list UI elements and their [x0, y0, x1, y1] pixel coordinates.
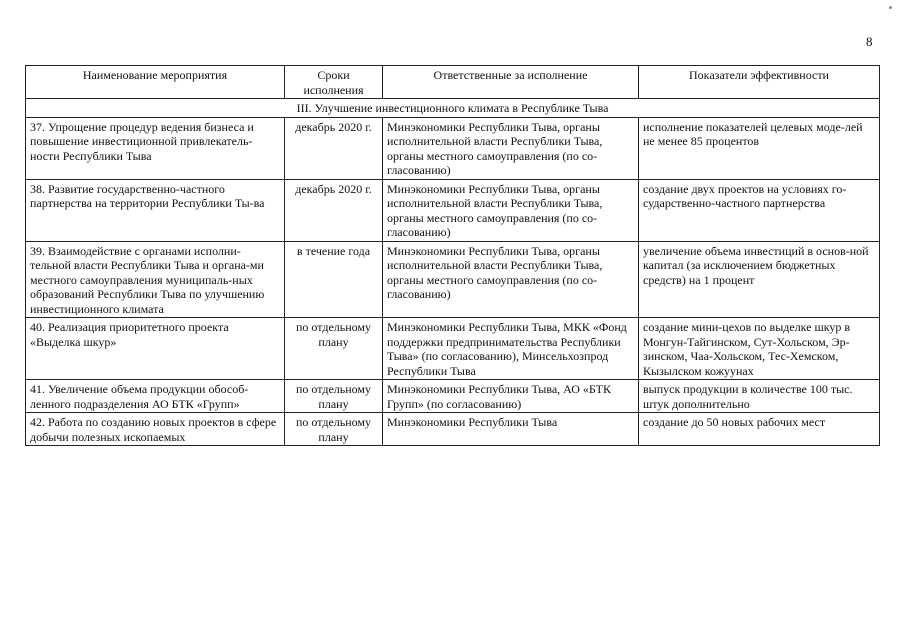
- row-term: декабрь 2020 г.: [285, 117, 383, 179]
- row-name: 40. Реализация приоритетного проекта «Выделка шкур»: [26, 318, 285, 380]
- row-responsible: Минэкономики Республики Тыва, органы исполнительной власти Республики Тыва, органы местного самоуправления (по со-гласованию): [383, 117, 639, 179]
- row-term: по отдельному плану: [285, 318, 383, 380]
- row-term: в течение года: [285, 241, 383, 318]
- row-indicators: выпуск продукции в количестве 100 тыс. штук дополнительно: [639, 380, 880, 413]
- row-responsible: Минэкономики Республики Тыва, АО «БТК Групп» (по согласованию): [383, 380, 639, 413]
- header-indicators: Показатели эффективности: [639, 66, 880, 99]
- row-responsible: Минэкономики Республики Тыва, органы исполнительной власти Республики Тыва, органы местного самоуправления (по со-гласованию): [383, 179, 639, 241]
- row-indicators: увеличение объема инвестиций в основ-ной капитал (за исключением бюджетных средств) на 1 процент: [639, 241, 880, 318]
- header-name: Наименование мероприятия: [26, 66, 285, 99]
- section-title: III. Улучшение инвестиционного климата в Республике Тыва: [26, 99, 880, 118]
- table-row: [26, 318, 880, 380]
- table-row: [26, 117, 880, 179]
- row-responsible: Минэкономики Республики Тыва, МКК «Фонд поддержки предпринимательства Республики Тыва» (по согласованию), Минсельхозпрод Республики Тыва: [383, 318, 639, 380]
- header-term: Сроки исполнения: [285, 66, 383, 99]
- table-row: [26, 241, 880, 318]
- row-indicators: создание двух проектов на условиях го-сударственно-частного партнерства: [639, 179, 880, 241]
- table-row: [26, 380, 880, 413]
- scan-speck: [889, 6, 892, 9]
- row-name: 38. Развитие государственно-частного партнерства на территории Республики Ты-ва: [26, 179, 285, 241]
- section-row: [26, 99, 880, 118]
- row-term: по отдельному плану: [285, 413, 383, 446]
- row-name: 37. Упрощение процедур ведения бизнеса и повышение инвестиционной привлекатель-ности Республики Тыва: [26, 117, 285, 179]
- row-indicators: создание до 50 новых рабочих мест: [639, 413, 880, 446]
- row-indicators: исполнение показателей целевых моде-лей не менее 85 процентов: [639, 117, 880, 179]
- row-term: по отдельному плану: [285, 380, 383, 413]
- row-name: 39. Взаимодействие с органами исполни-тельной власти Республики Тыва и органа-ми местного самоуправления муниципаль-ных образований Республики Тыва по улучшению инвестиционного климата: [26, 241, 285, 318]
- table-row: [26, 413, 880, 446]
- row-responsible: Минэкономики Республики Тыва: [383, 413, 639, 446]
- measures-table: [25, 65, 880, 446]
- page-number: 8: [866, 34, 873, 49]
- row-term: декабрь 2020 г.: [285, 179, 383, 241]
- row-name: 42. Работа по созданию новых проектов в сфере добычи полезных ископаемых: [26, 413, 285, 446]
- row-indicators: создание мини-цехов по выделке шкур в Монгун-Тайгинском, Сут-Хольском, Эр-зинском, Чаа-Хольском, Тес-Хемском, Кызылском кожуунах: [639, 318, 880, 380]
- table-row: [26, 179, 880, 241]
- header-responsible: Ответственные за исполнение: [383, 66, 639, 99]
- table-header-row: [26, 66, 880, 99]
- row-name: 41. Увеличение объема продукции обособ-ленного подразделения АО БТК «Групп»: [26, 380, 285, 413]
- row-responsible: Минэкономики Республики Тыва, органы исполнительной власти Республики Тыва, органы местного самоуправления (по со-гласованию): [383, 241, 639, 318]
